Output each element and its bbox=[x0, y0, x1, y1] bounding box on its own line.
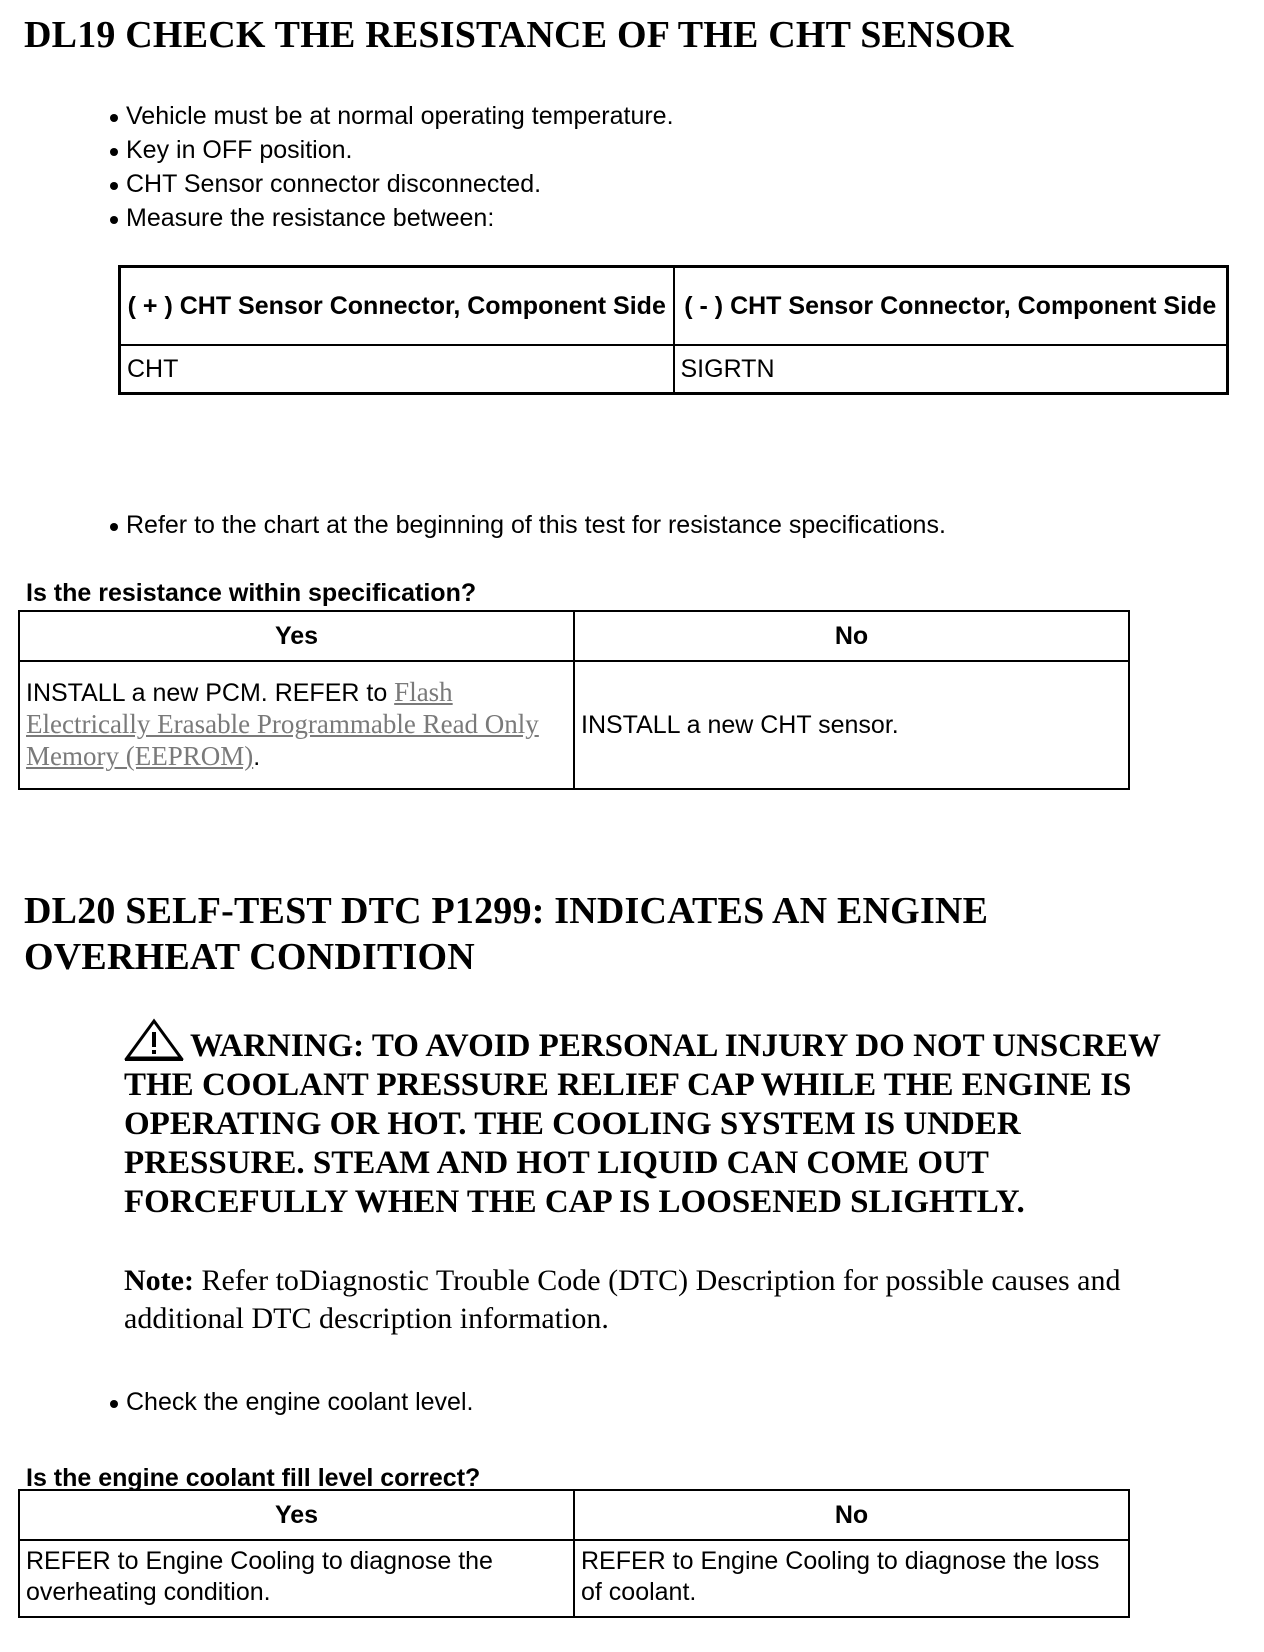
table-header-row bbox=[120, 267, 1228, 346]
table-header-row bbox=[19, 611, 1129, 661]
list-item: Check the engine coolant level. bbox=[108, 1385, 473, 1419]
yes-header: Yes bbox=[19, 611, 574, 661]
dl19-title: DL19 CHECK THE RESISTANCE OF THE CHT SENSOR bbox=[24, 14, 1014, 56]
positive-connector-header: ( + ) CHT Sensor Connector, Component Side bbox=[120, 267, 674, 346]
list-item: Refer to the chart at the beginning of this test for resistance specifications. bbox=[108, 508, 946, 542]
yes-text-prefix: INSTALL a new PCM. REFER to bbox=[26, 679, 395, 707]
note bbox=[124, 1262, 1214, 1338]
warning-text: WARNING: TO AVOID PERSONAL INJURY DO NOT UNSCREW THE COOLANT PRESSURE RELIEF CAP WHILE THE ENGINE IS OPERATING OR HOT. THE COOLING SYSTEM IS UNDER PRESSURE. STEAM AND HOT LIQUID CAN COME OUT FORCEFULLY WHEN THE CAP IS LOOSENED SLIGHTLY. bbox=[124, 1028, 1161, 1220]
no-header: No bbox=[574, 1490, 1129, 1540]
warning-triangle-icon bbox=[124, 1018, 184, 1062]
dl20-question: Is the engine coolant fill level correct? bbox=[26, 1464, 481, 1492]
negative-connector-header: ( - ) CHT Sensor Connector, Component Side bbox=[674, 267, 1228, 346]
yes-header: Yes bbox=[19, 1490, 574, 1540]
list-item: Measure the resistance between: bbox=[108, 201, 674, 235]
dl20-decision-table bbox=[18, 1489, 1130, 1618]
dl19-decision-table bbox=[18, 610, 1130, 790]
list-item: Key in OFF position. bbox=[108, 133, 674, 167]
list-item: CHT Sensor connector disconnected. bbox=[108, 167, 674, 201]
table-header-row bbox=[19, 1490, 1129, 1540]
negative-pin-cell: SIGRTN bbox=[674, 345, 1228, 394]
dl20-bullet-list bbox=[108, 1385, 473, 1419]
table-row bbox=[19, 1540, 1129, 1617]
eeprom-link[interactable]: Flash Electrically Erasable Programmable Read Only Memory (EEPROM) bbox=[26, 677, 539, 771]
no-cell: INSTALL a new CHT sensor. bbox=[574, 661, 1129, 789]
positive-pin-cell: CHT bbox=[120, 345, 674, 394]
dl19-bullet-list bbox=[108, 99, 674, 235]
measurement-table bbox=[118, 265, 1229, 395]
note-label: Note: bbox=[124, 1264, 194, 1297]
yes-cell bbox=[19, 661, 574, 789]
dl19-refer-list bbox=[108, 508, 946, 542]
list-item: Vehicle must be at normal operating temperature. bbox=[108, 99, 674, 133]
dl19-question: Is the resistance within specification? bbox=[26, 579, 477, 607]
table-row bbox=[120, 345, 1228, 394]
no-cell: REFER to Engine Cooling to diagnose the loss of coolant. bbox=[574, 1540, 1129, 1617]
table-row bbox=[19, 661, 1129, 789]
dl20-title: DL20 SELF-TEST DTC P1299: INDICATES AN ENGINE OVERHEAT CONDITION bbox=[24, 890, 989, 978]
yes-text-suffix: . bbox=[253, 743, 261, 771]
yes-cell: REFER to Engine Cooling to diagnose the overheating condition. bbox=[19, 1540, 574, 1617]
note-text: Refer toDiagnostic Trouble Code (DTC) Description for possible causes and additional DTC description information. bbox=[124, 1264, 1121, 1335]
warning-block bbox=[124, 1018, 1204, 1222]
no-header: No bbox=[574, 611, 1129, 661]
